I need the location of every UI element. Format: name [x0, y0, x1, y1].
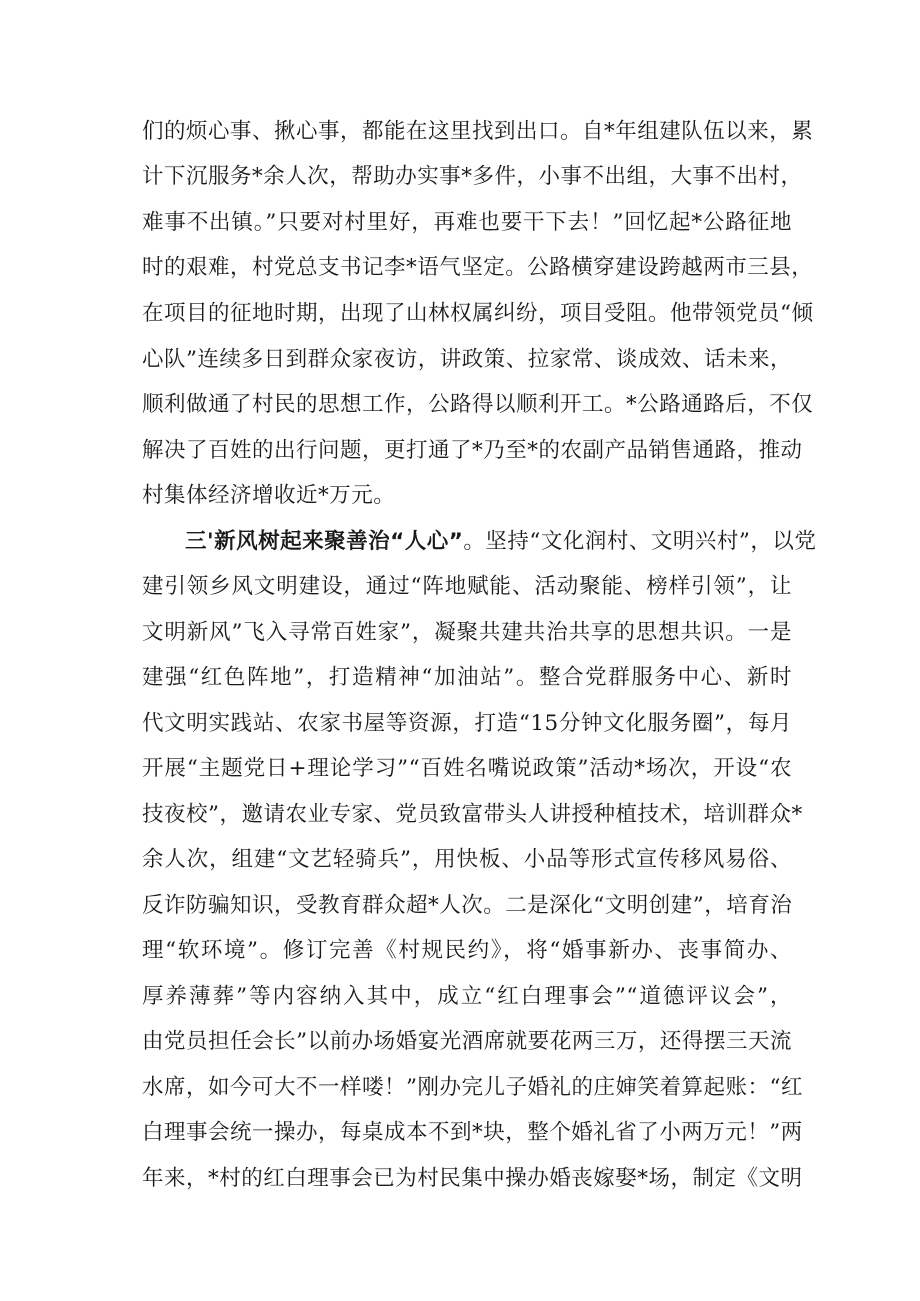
text-line: 厚养薄葬”等内容纳入其中，成立“红白理事会”“道德评议会”，: [142, 984, 792, 1009]
text-line: 由党员担任会长”以前办场婚宴光酒席就要花两三万，还得摆三天流: [142, 1029, 792, 1054]
text-line: 在项目的征地时期，出现了山林权属纠纷，项目受阻。他带领党员“倾: [142, 301, 814, 326]
text-line: 水席，如今可大不一样喽！”刚办完儿子婚礼的庄婶笑着算起账：“红: [142, 1075, 803, 1100]
text-line: 时的艰难，村党总支书记李*语气坚定。公路横穿建设跨越两市三县，: [142, 255, 814, 280]
text-line: 白理事会统一操办，每桌成本不到*块，整个婚礼省了小两万元！”两: [142, 1120, 803, 1145]
text-line: 建强“红色阵地”，打造精神“加油站”。整合党群服务中心、新时: [142, 665, 792, 690]
text-line: 代文明实践站、农家书屋等资源，打造“15分钟文化服务圈”，每月: [142, 711, 792, 736]
section-first-line: [185, 527, 817, 557]
text-line: 建引领乡风文明建设，通过“阵地赋能、活动聚能、榜样引领”，让: [142, 574, 792, 599]
text-line: 解决了百姓的出行问题，更打通了*乃至*的农副产品销售通路，推动: [142, 438, 803, 463]
section-lead-text: 。坚持“文化润村、文明兴村”，以党: [463, 529, 817, 554]
text-line: 技夜校”，邀请农业专家、党员致富带头人讲授种植技术，培训群众*: [142, 802, 803, 827]
text-line: 计下沉服务*余人次，帮助办实事*多件，小事不出组，大事不出村，: [142, 164, 803, 189]
text-line: 村集体经济增收近*万元。: [142, 483, 396, 508]
text-line: 文明新风”飞入寻常百姓家”，凝聚共建共治共享的思想共识。一是: [142, 620, 792, 645]
text-line: 们的烦心事、揪心事，都能在这里找到出口。自*年组建队伍以来，累: [142, 119, 814, 144]
text-line: 开展“主题党日+理论学习”“百姓名嘴说政策”活动*场次，开设“农: [142, 756, 792, 781]
text-line: 年来，*村的红白理事会已为村民集中操办婚丧嫁娶*场，制定《文明: [142, 1166, 803, 1191]
text-line: 顺利做通了村民的思想工作，公路得以顺利开工。*公路通路后，不仅: [142, 392, 814, 417]
text-line: 心队”连续多日到群众家夜访，讲政策、拉家常、谈成效、话未来，: [142, 347, 792, 372]
text-line: 余人次，组建“文艺轻骑兵”，用快板、小品等形式宣传移风易俗、: [142, 847, 792, 872]
text-line: 难事不出镇。”只要对村里好，再难也要干下去！”回忆起*公路征地: [142, 210, 792, 235]
text-line: 反诈防骗知识，受教育群众超*人次。二是深化“文明创建”，培育治: [142, 893, 793, 918]
text-line: 理“软环境”。修订完善《村规民约》，将“婚事新办、丧事简办、: [142, 938, 792, 963]
section-heading: 三'新风树起来聚善治“人心”: [185, 529, 464, 554]
